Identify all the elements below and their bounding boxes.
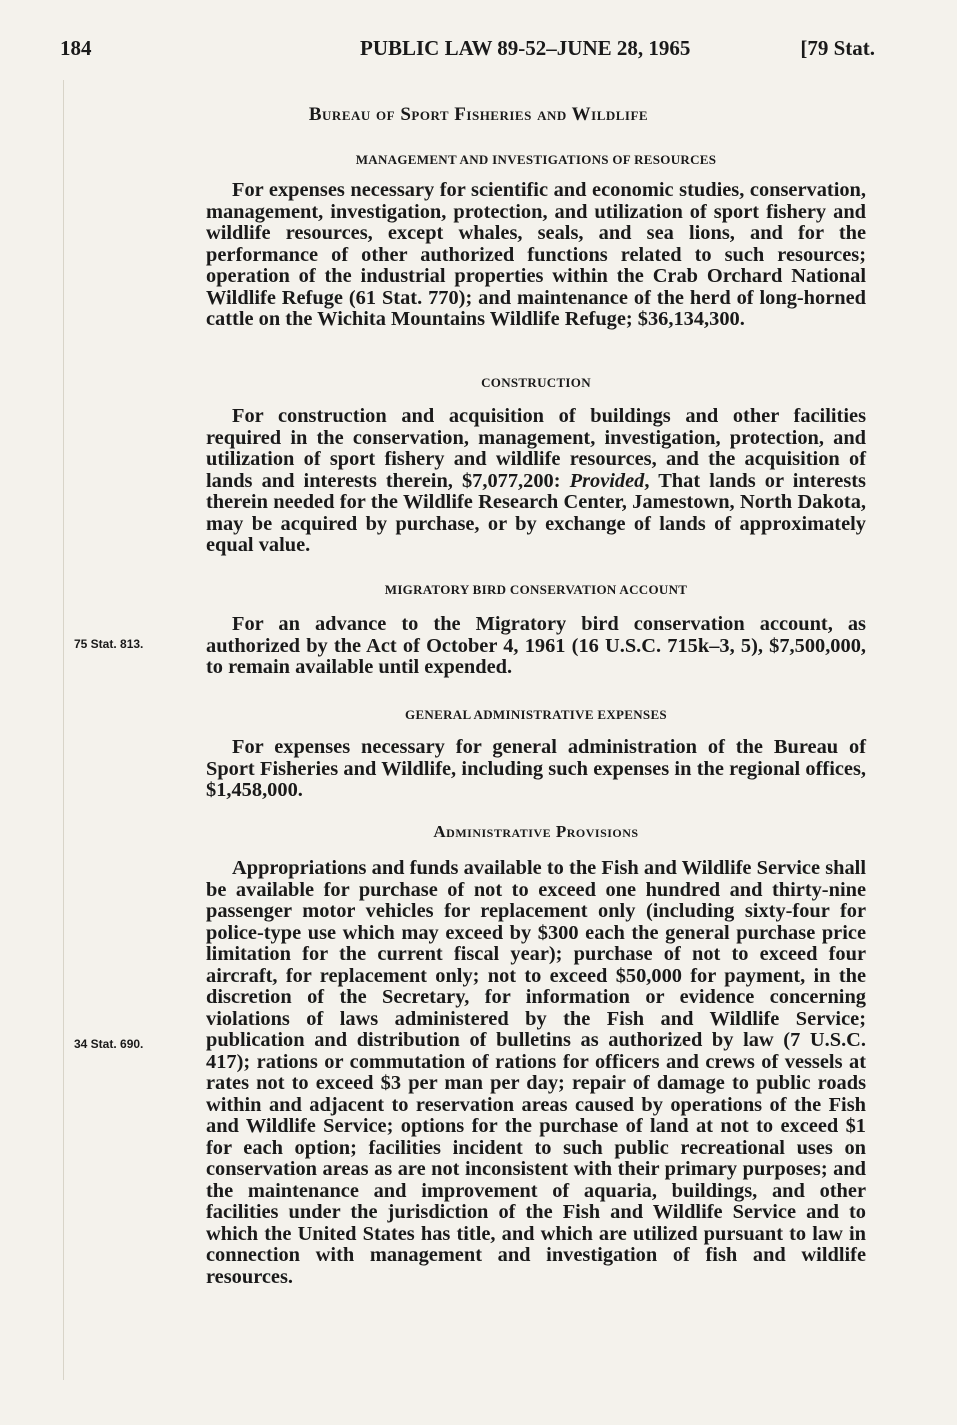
construction-paragraph (206, 406, 866, 557)
binding-edge (63, 80, 64, 1380)
migratory-heading: MIGRATORY BIRD CONSERVATION ACCOUNT (384, 582, 688, 597)
construction-text-start: For construction and acquisition of buildings and other facilities required in the conservation, management, investigation, protection, and utilization of sport fishery and wildlife resources, and the acquisition of lands and interests therein, $7,077,200: (206, 405, 866, 492)
construction-text-end: , That lands or interests therein needed for the Wildlife Research Center, Jamestown, North Dakota, may be acquired by purchase, or by exchange of lands of approximately equal value. (206, 469, 866, 556)
margin-note-34-stat: 34 Stat. 690. (74, 1037, 144, 1051)
admin-provisions-heading: Administrative Provisions (433, 822, 639, 841)
provided-term: Provided (569, 469, 645, 492)
general-admin-paragraph: For expenses necessary for general administration of the Bureau of Sport Fisheries and Wildlife, including such expenses in the regional offices, $1,458,000. (206, 736, 866, 801)
admin-provisions-paragraph: Appropriations and funds available to the Fish and Wildlife Service shall be available for purchase of not to exceed one hundred and thirty-nine passenger motor vehicles for replacement only (including sixty-four for police-type use which may exceed by $300 each the general purchase price limitation for the current fiscal year); purchase of not to exceed four aircraft, for replacement only; not to exceed $50,000 for payment, in the discretion of the Secretary, for information or evidence concerning violations of laws administered by the Fish and Wildlife Service; publication and distribution of bulletins as authorized by law (7 U.S.C. 417); rations or commutation of rations for officers and crews of vessels at rates not to exceed $3 per man per day; repair of damage to public roads within and adjacent to reservation areas caused by operations of the Fish and Wildlife Service; options for the purchase of land at not to exceed $1 for each option; facilities incident to such public recreational uses on conservation areas as are not inconsistent with their primary purposes; and the maintenance and improvement of aquaria, buildings, and other facilities under the jurisdiction of the Fish and Wildlife Service and to which the United States has title, and which are utilized pursuant to law in connection with management and investigation of fish and wildlife resources. (206, 857, 866, 1288)
migratory-paragraph: For an advance to the Migratory bird conservation account, as authorized by the Act of October 4, 1961 (16 U.S.C. 715k–3, 5), $7,500,000, to remain available until expended. (206, 613, 866, 678)
statute-volume: [79 Stat. (800, 36, 875, 60)
management-paragraph: For expenses necessary for scientific and economic studies, conservation, management, investigation, protection, and utilization of sport fishery and wildlife resources, except whales, seals, and sea lions, and for the performance of other authorized functions related to such resources; operation of the industrial properties within the Crab Orchard National Wildlife Refuge (61 Stat. 770); and maintenance of the herd of long-horned cattle on the Wichita Mountains Wildlife Refuge; $36,134,300. (206, 179, 866, 330)
construction-heading: CONSTRUCTION (481, 375, 591, 390)
bureau-heading: Bureau of Sport Fisheries and Wildlife (308, 104, 649, 125)
page-number: 184 (60, 36, 92, 60)
header-title: PUBLIC LAW 89-52–JUNE 28, 1965 (360, 36, 691, 60)
margin-note-75-stat: 75 Stat. 813. (74, 637, 144, 651)
management-heading: MANAGEMENT AND INVESTIGATIONS OF RESOURCES (355, 152, 717, 167)
general-admin-heading: GENERAL ADMINISTRATIVE EXPENSES (405, 707, 667, 722)
page-header (60, 36, 875, 66)
